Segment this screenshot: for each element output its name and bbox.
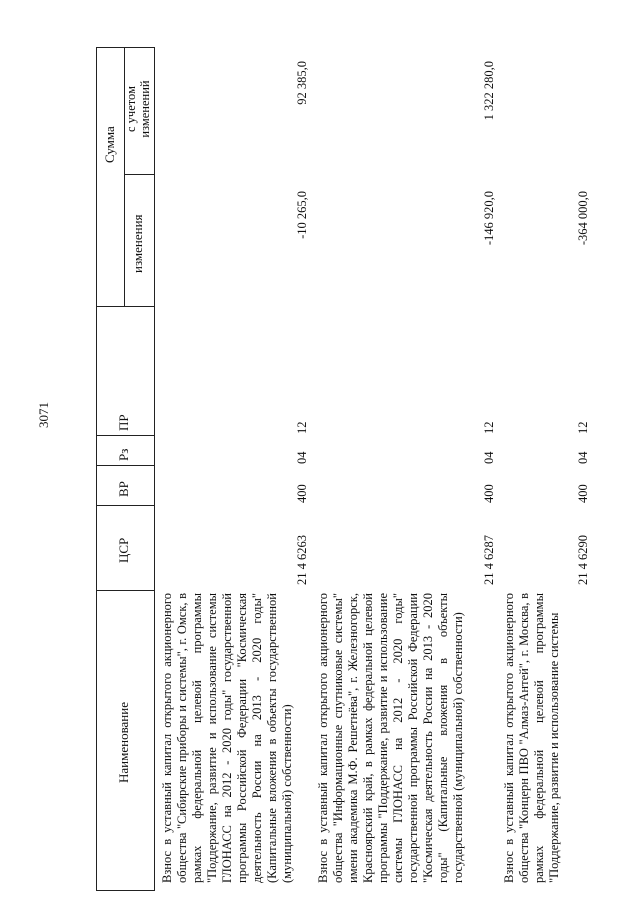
col-divider (124, 174, 154, 175)
row-change: -146 920,0 (482, 191, 496, 246)
table-top-border (96, 47, 97, 891)
header-rz: Рз (116, 448, 131, 461)
row-vr: 400 (482, 484, 496, 503)
row-rz: 04 (482, 451, 496, 464)
table-left-border (96, 890, 154, 891)
col-divider (96, 465, 154, 466)
row-rz: 04 (576, 451, 590, 464)
page-number: 3071 (36, 402, 51, 428)
row-pr: 12 (295, 421, 309, 434)
col-divider (96, 505, 154, 506)
header-sum: Сумма (102, 126, 117, 163)
col-divider (96, 306, 154, 307)
row-name: Взнос в уставный капитал открытого акционерного общества "Сибирские приборы и системы", г. Омск, в рамках федеральной целевой программы "Поддержание, развитие и использование системы ГЛОНАСС на 2012 - 2020 годы" государственной программы Российской Федерации "Космическая деятельность России на 2013 - 2020 годы" (Капитальные вложения в объекты государственной (муниципальной) собственности) (160, 593, 294, 883)
row-name: Взнос в уставный капитал открытого акционерного общества "Концерн ПВО "Алмаз-Антей", г. Москва, в рамках федеральной целевой программы "Поддержание, развитие и использование системы (502, 593, 561, 883)
header-csr: ЦСР (116, 537, 131, 563)
col-divider (96, 590, 154, 591)
row-pr: 12 (576, 421, 590, 434)
header-bottom-border (154, 47, 155, 891)
budget-table (96, 47, 640, 891)
row-pr: 12 (482, 421, 496, 434)
row-csr: 21 4 6287 (482, 535, 496, 585)
header-pr: ПР (116, 414, 131, 431)
row-csr: 21 4 6263 (295, 535, 309, 585)
header-with-changes: с учетом изменений (124, 80, 152, 138)
table-right-border (96, 47, 154, 48)
row-with-changes: 1 322 280,0 (482, 61, 496, 121)
row-name: Взнос в уставный капитал открытого акционерного общества "Информационные спутниковые системы" имени академика М.Ф. Решетнёва", г. Железногорск, Красноярский край, в рамках федеральной целевой программы "Поддержание, развитие и использование системы ГЛОНАСС на 2012 - 2020 годы" государственной программы Российской Федерации "Космическая деятельность России на 2013 - 2020 годы" (Капитальные вложения в объекты государственной (муниципальной) собственности) (316, 593, 465, 883)
row-change: -10 265,0 (295, 191, 309, 239)
col-divider (96, 435, 154, 436)
row-rz: 04 (295, 451, 309, 464)
header-name: Наименование (116, 702, 131, 783)
row-change: -364 000,0 (576, 191, 590, 246)
header-vr: ВР (116, 481, 131, 497)
row-with-changes: 92 385,0 (295, 61, 309, 105)
header-change: изменения (130, 214, 145, 273)
row-csr: 21 4 6290 (576, 535, 590, 585)
row-vr: 400 (295, 484, 309, 503)
row-vr: 400 (576, 484, 590, 503)
